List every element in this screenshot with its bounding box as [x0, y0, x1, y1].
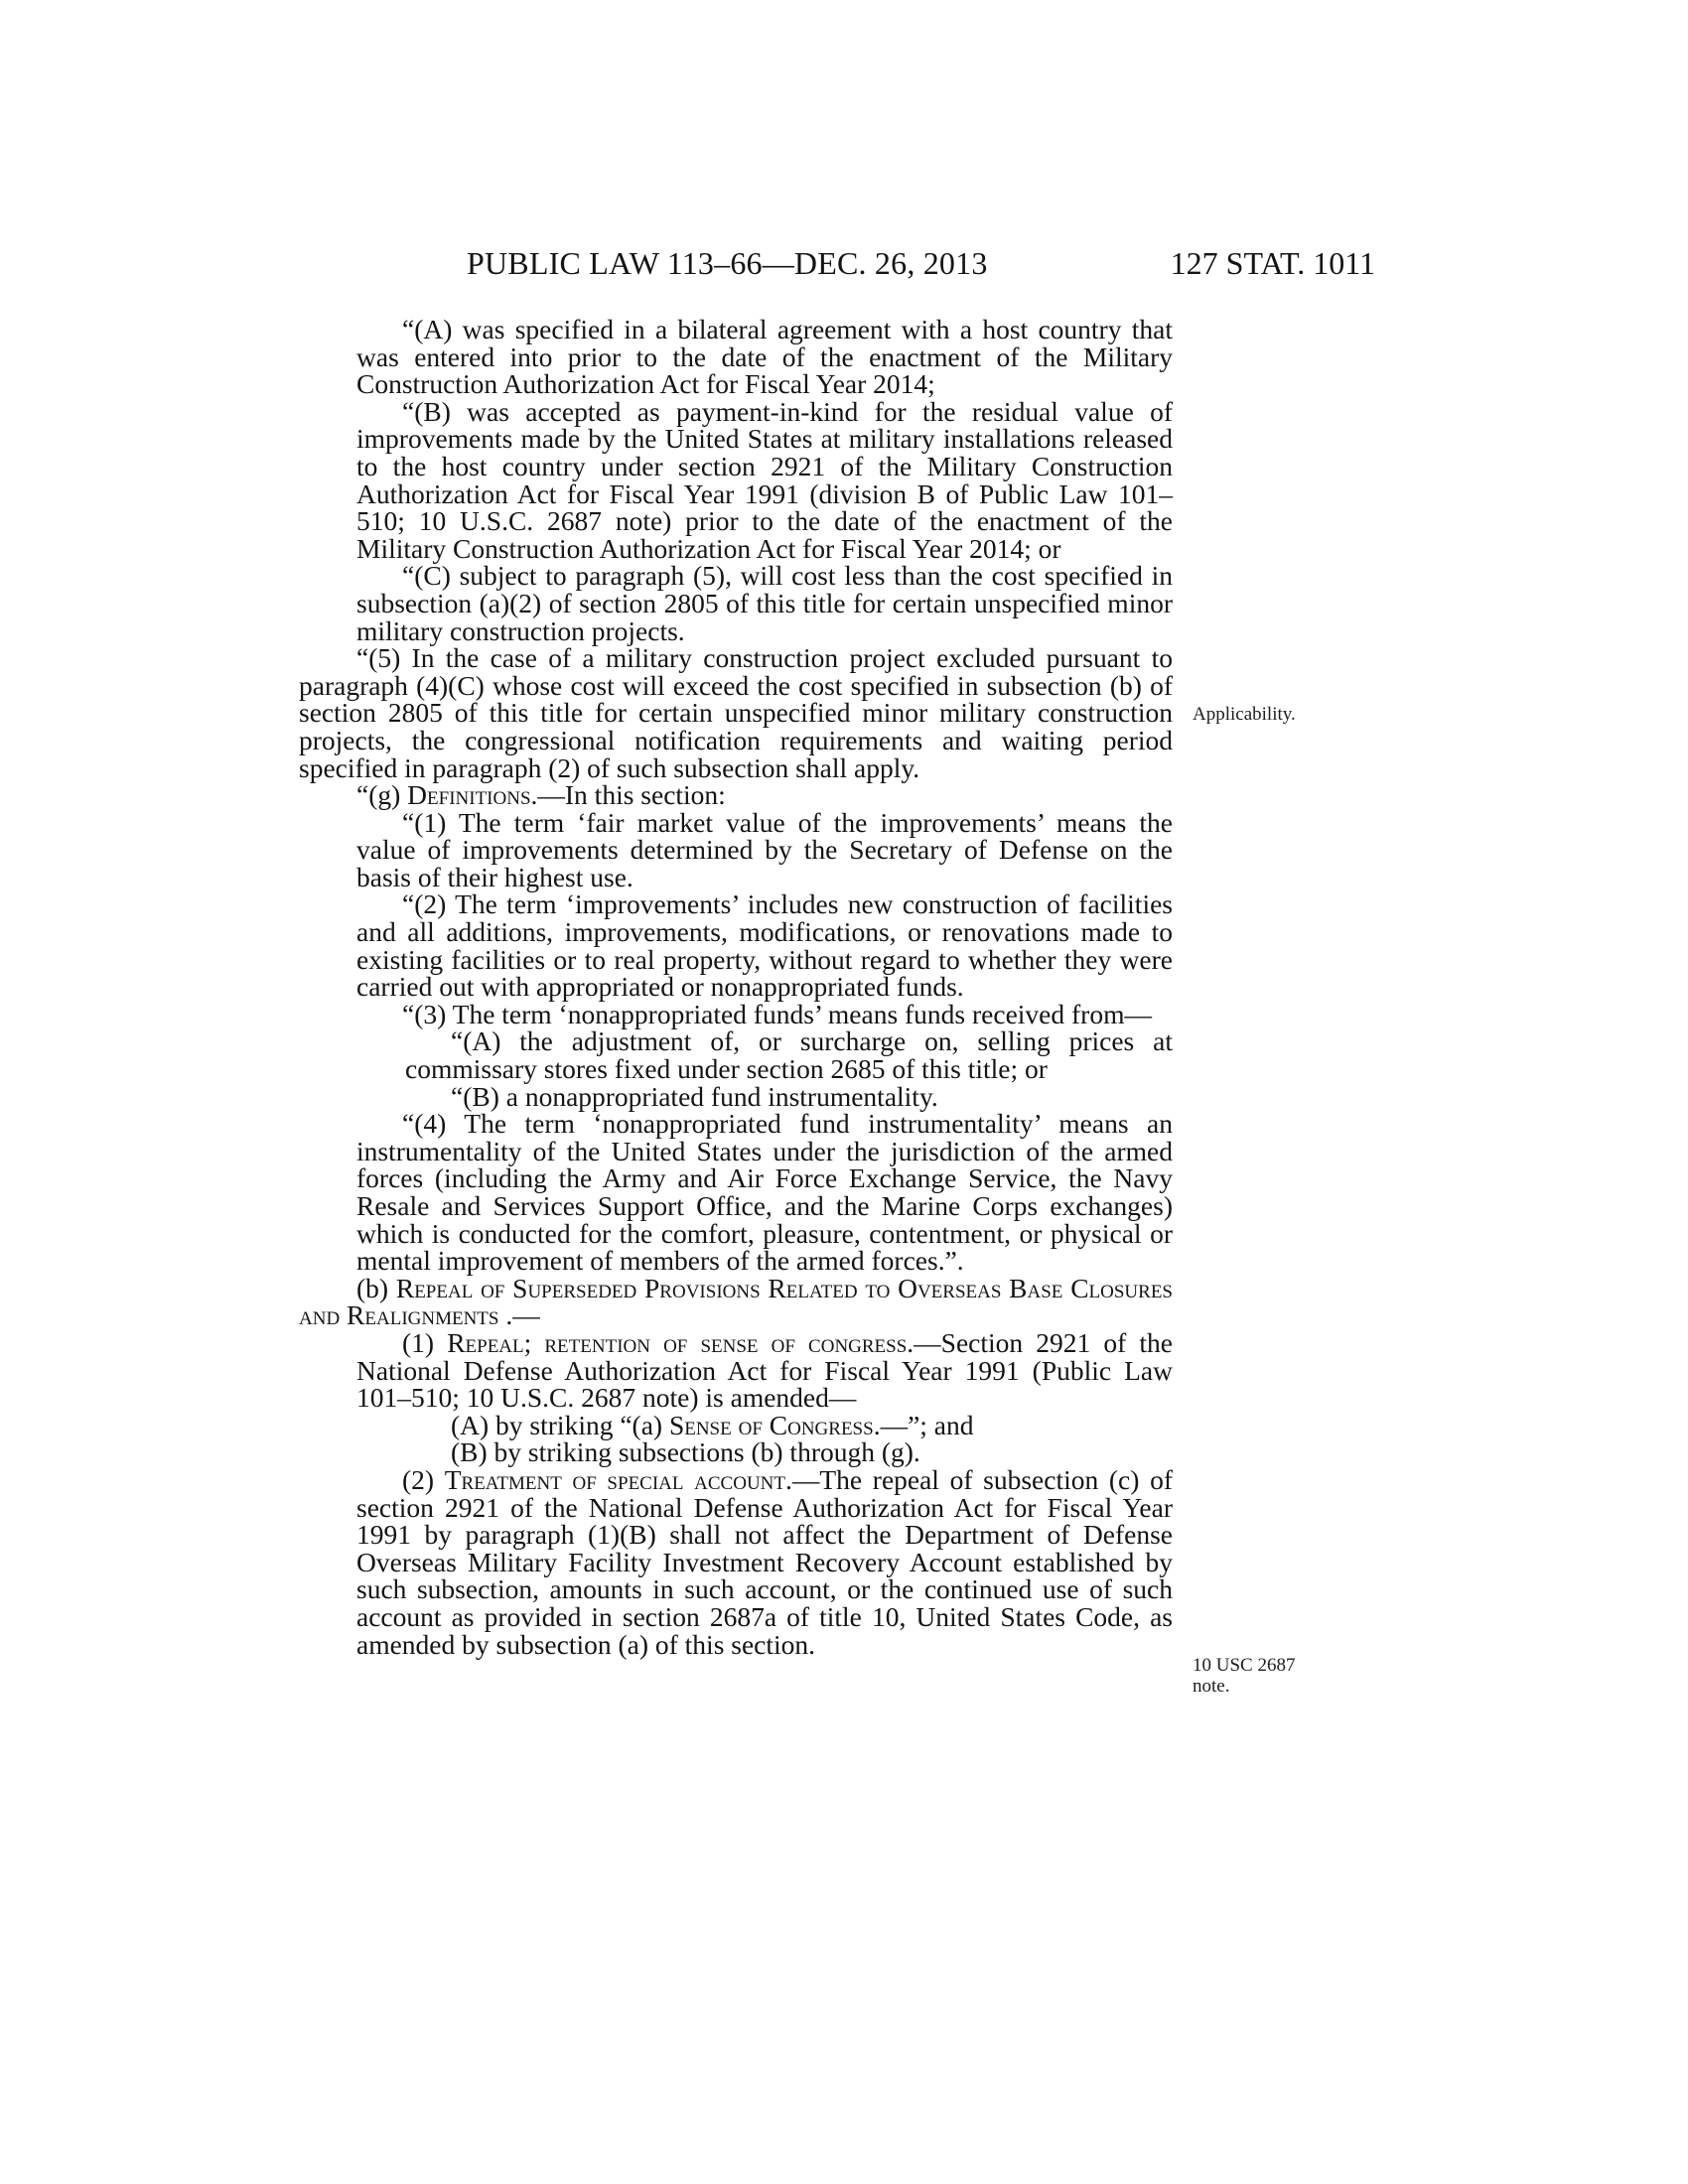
clause-c: “(C) subject to paragraph (5), will cost less than the cost specified in subsection (a)(2) of section 2805 of this title for certain unspecified minor military construction projects. [356, 560, 1173, 646]
clause-a: “(A) was specified in a bilateral agreement with a host country that was entered into prior to the date of the enactment of the Military Construction Authorization Act for Fiscal Year 2014; [356, 314, 1173, 400]
margin-note-usc-line1: 10 USC 2687 [1193, 1655, 1296, 1676]
paragraph-b1a-open: (A) by striking “(a) [451, 1409, 669, 1440]
paragraph-b1-heading: Repeal; retention of sense of congress [447, 1326, 908, 1358]
margin-note-usc [1193, 1655, 1341, 1697]
paragraph-b1a-text: .—”; and [873, 1409, 974, 1440]
paragraph-b1-text: .—Section 2921 of the National Defense Authorization Act for Fiscal Year 1991 (Public Law 101–510; 10 U.S.C. 2687 note) is amended— [356, 1326, 1173, 1414]
subsection-g-text: .—In this section: [530, 779, 726, 811]
definition-1: “(1) The term ‘fair market value of the improvements’ means the value of improvements determined by the Secretary of Defense on the basis of their highest use. [356, 806, 1173, 892]
paragraph-b2 [299, 1463, 1173, 1660]
margin-note-applicability: Applicability. [1193, 704, 1296, 725]
paragraph-b2-text: .—The repeal of subsection (c) of section 2921 of the National Defense Authorization Act for Fiscal Year 1991 by paragraph (1)(B) shall not affect the Department of Defense Overseas Military Facility Investment Recovery Account established by such subsection, amounts in such account, or the continued use of such account as provided in section 2687a of title 10, United States Code, as amended by subsection (a) of this section. [356, 1463, 1173, 1660]
subsection-g [299, 781, 1173, 809]
subsection-g-heading: Definitions [407, 779, 531, 811]
page-statute-number: 127 STAT. 1011 [1170, 245, 1375, 281]
paragraph-b1 [299, 1326, 1173, 1414]
subsection-b-heading: Repeal of Superseded Provisions Related to Overseas Base Closures and Realignments [299, 1272, 1174, 1331]
definition-2: “(2) The term ‘improvements’ includes new construction of facilities and all additions, improvements, modifications, or renovations made to existing facilities or to real property, without regard to whether they were carried out with appropriated or nonappropriated funds. [356, 888, 1173, 1003]
subsection-g-open: “(g) [356, 779, 408, 811]
subsection-b-open: (b) [356, 1272, 396, 1303]
statute-body [299, 316, 1173, 1658]
subsection-b [299, 1272, 1174, 1331]
paragraph-b1-open: (1) [402, 1326, 448, 1358]
paragraph-b2-open: (2) [402, 1463, 445, 1495]
paragraph-b1b: (B) by striking subsections (b) through (g). [451, 1436, 920, 1468]
paragraph-b2-heading: Treatment of special account [444, 1463, 785, 1495]
definition-4: “(4) The term ‘nonappropriated fund instrumentality’ means an instrumentality of the United States under the jurisdiction of the armed forces (including the Army and Air Force Exchange Service, the Navy Resale and Services Support Office, and the Marine Corps exchanges) which is conducted for the comfort, pleasure, contentment, or physical or mental improvement of members of the armed forces.”. [356, 1108, 1173, 1277]
subsection-b-text: .— [498, 1299, 540, 1331]
margin-note-usc-line2: note. [1193, 1676, 1230, 1697]
paragraph-5: “(5) In the case of a military construction project excluded pursuant to paragraph (4)(C) whose cost will exceed the cost specified in subsection (b) of section 2805 of this title for certain unspecified minor military construction projects, the congressional notification requirements and waiting period specified in paragraph (2) of such subsection shall apply. [299, 642, 1173, 783]
definition-3a: “(A) the adjustment of, or surcharge on, selling prices at commissary stores fixed under section 2685 of this title; or [405, 1025, 1173, 1085]
definition-3b: “(B) a nonappropriated fund instrumentality. [451, 1080, 938, 1112]
running-header-title: PUBLIC LAW 113–66—DEC. 26, 2013 [467, 245, 988, 281]
clause-b: “(B) was accepted as payment-in-kind for the residual value of improvements made by the United States at military installations released to the host country under section 2921 of the Military Construction Authorization Act for Fiscal Year 1991 (division B of Public Law 101–510; 10 U.S.C. 2687 note) prior to the date of the enactment of the Military Construction Authorization Act for Fiscal Year 2014; or [356, 395, 1173, 564]
paragraph-b1a [299, 1409, 1173, 1440]
paragraph-b1a-heading: Sense of Congress [668, 1409, 874, 1440]
definition-3: “(3) The term ‘nonappropriated funds’ means funds received from— [402, 998, 1152, 1029]
